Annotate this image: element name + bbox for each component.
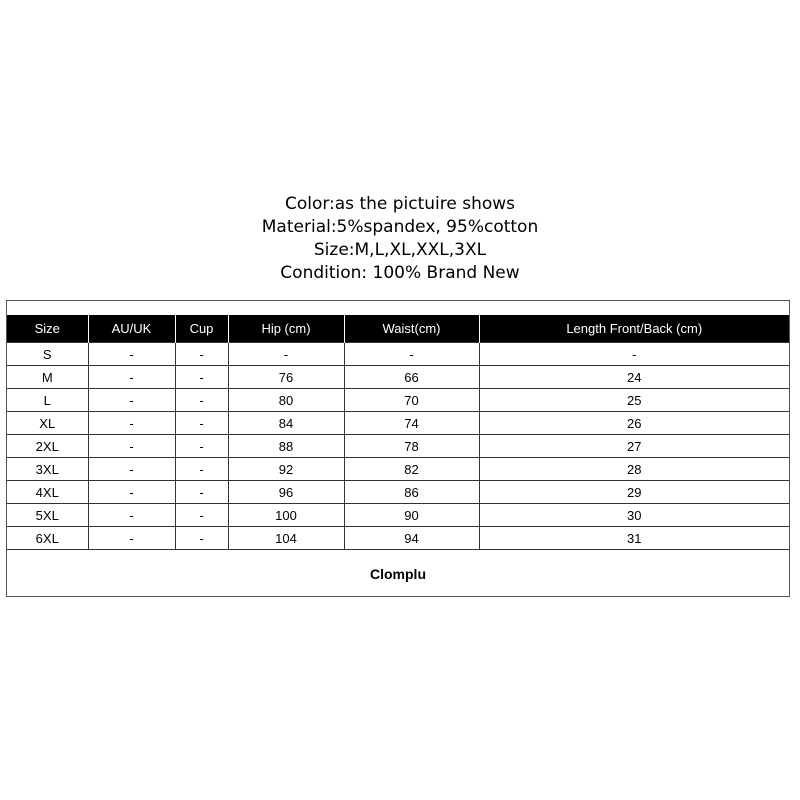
table-row — [7, 366, 789, 389]
color-line: Color:as the pictuire shows — [284, 194, 516, 214]
table-cell: 3XL — [7, 458, 88, 481]
table-row — [7, 435, 789, 458]
table-cell: 74 — [344, 412, 479, 435]
table-cell: 5XL — [7, 504, 88, 527]
column-header: Waist(cm) — [344, 315, 479, 343]
table-cell: - — [344, 343, 479, 366]
table-cell: 94 — [344, 527, 479, 550]
table-cell: 84 — [228, 412, 344, 435]
column-header: Size — [7, 315, 88, 343]
table-cell: - — [175, 343, 228, 366]
table-cell: 26 — [479, 412, 789, 435]
table-cell: 28 — [479, 458, 789, 481]
table-cell: 100 — [228, 504, 344, 527]
brand-name: Clomplu — [370, 566, 426, 582]
table-cell: - — [88, 412, 175, 435]
condition-line: Condition: 100% Brand New — [280, 263, 520, 283]
table-cell: - — [88, 527, 175, 550]
table-cell: - — [175, 527, 228, 550]
table-cell: L — [7, 389, 88, 412]
table-row — [7, 458, 789, 481]
table-cell: - — [228, 343, 344, 366]
table-cell: - — [88, 343, 175, 366]
table-cell: 104 — [228, 527, 344, 550]
table-cell: - — [88, 389, 175, 412]
table-cell: 29 — [479, 481, 789, 504]
size-line: Size:M,L,XL,XXL,3XL — [313, 240, 487, 260]
table-cell: 27 — [479, 435, 789, 458]
product-info — [0, 193, 800, 285]
table-cell: - — [175, 504, 228, 527]
table-cell: 82 — [344, 458, 479, 481]
table-cell: 70 — [344, 389, 479, 412]
table-row — [7, 412, 789, 435]
table-row — [7, 527, 789, 550]
table-cell: - — [479, 343, 789, 366]
table-body — [7, 343, 789, 550]
table-cell: 96 — [228, 481, 344, 504]
column-header: Length Front/Back (cm) — [479, 315, 789, 343]
table-cell: - — [88, 458, 175, 481]
table-cell: 76 — [228, 366, 344, 389]
table-header-row — [7, 315, 789, 343]
table-row — [7, 343, 789, 366]
table-row — [7, 389, 789, 412]
table-cell: 2XL — [7, 435, 88, 458]
table-cell: 4XL — [7, 481, 88, 504]
table-cell: XL — [7, 412, 88, 435]
table-row — [7, 504, 789, 527]
table-cell: M — [7, 366, 88, 389]
size-chart-panel — [6, 300, 790, 597]
table-cell: 24 — [479, 366, 789, 389]
table-cell: - — [175, 389, 228, 412]
table-cell: - — [175, 481, 228, 504]
table-cell: - — [88, 481, 175, 504]
table-cell: 25 — [479, 389, 789, 412]
table-cell: 31 — [479, 527, 789, 550]
table-cell: - — [175, 366, 228, 389]
size-chart-table — [7, 315, 789, 550]
material-line: Material:5%spandex, 95%cotton — [261, 217, 539, 237]
table-cell: - — [175, 458, 228, 481]
table-cell: S — [7, 343, 88, 366]
table-cell: 88 — [228, 435, 344, 458]
column-header: AU/UK — [88, 315, 175, 343]
table-cell: 80 — [228, 389, 344, 412]
column-header: Cup — [175, 315, 228, 343]
table-row — [7, 481, 789, 504]
table-cell: 78 — [344, 435, 479, 458]
table-cell: - — [88, 504, 175, 527]
table-cell: - — [88, 435, 175, 458]
column-header: Hip (cm) — [228, 315, 344, 343]
table-cell: 92 — [228, 458, 344, 481]
table-cell: 66 — [344, 366, 479, 389]
table-cell: 86 — [344, 481, 479, 504]
table-cell: 6XL — [7, 527, 88, 550]
table-cell: - — [175, 412, 228, 435]
table-cell: - — [88, 366, 175, 389]
table-cell: - — [175, 435, 228, 458]
table-cell: 30 — [479, 504, 789, 527]
table-cell: 90 — [344, 504, 479, 527]
